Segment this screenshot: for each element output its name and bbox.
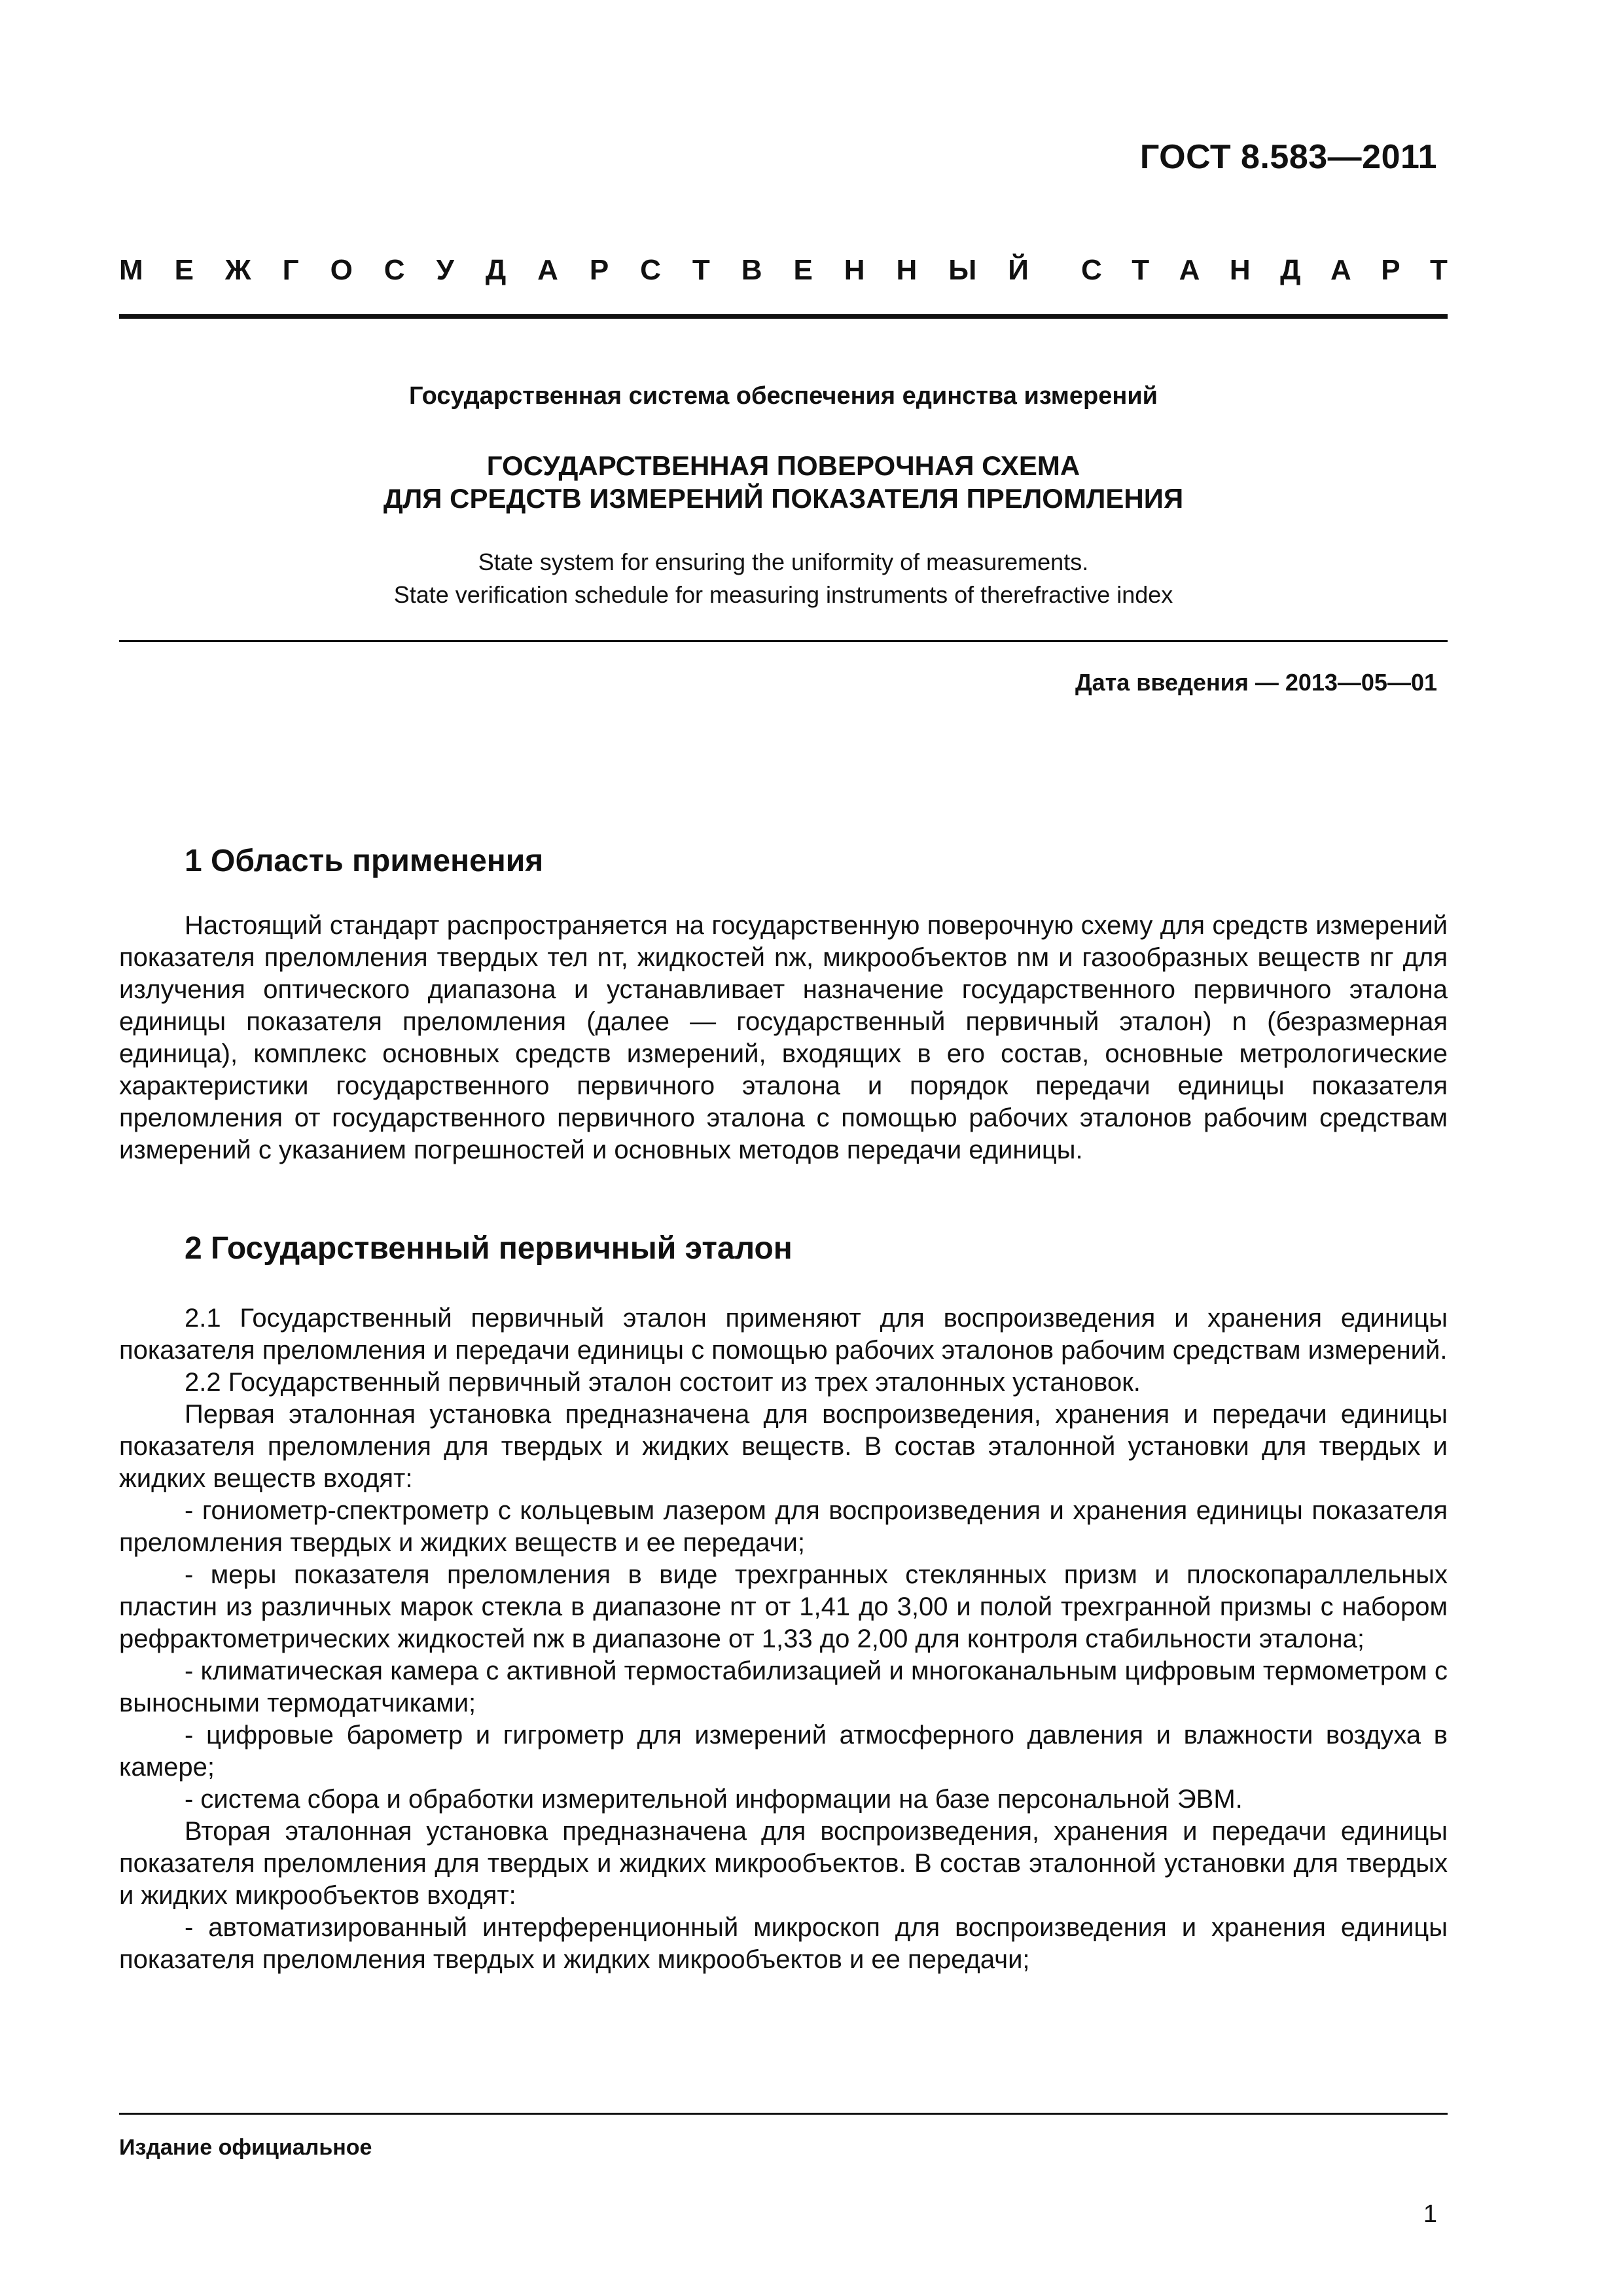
- standard-type-letter: Т: [1132, 254, 1150, 286]
- header-rule: [119, 314, 1448, 319]
- standard-type-letter: С: [383, 254, 405, 286]
- series-title: Государственная система обеспечения единства измерений: [408, 382, 1158, 410]
- standard-type-left: [119, 254, 1029, 287]
- introduction-date: Дата введения — 2013—05—01: [1075, 669, 1437, 696]
- standard-type-letter: Ы: [948, 254, 977, 286]
- section-1-text: Настоящий стандарт распространяется на государственную поверочную схему для средств измерений показателя преломления твердых тел nт, жидкостей nж, микрообъектов nм и газообразных веществ nг для излучения оптического диапазона и устанавливает назначение государственного первичного эталона единицы показателя преломления (далее — государственный первичный эталон) n (безразмерная единица), комплекс основных средств измерений, входящих в его состав, основные метрологические характеристики государственного первичного эталона и порядок передачи единицы показателя преломления от государственного первичного эталона с помощью рабочих эталонов рабочим средствам измерений с указанием погрешностей и основных методов передачи единицы.: [119, 911, 1448, 1164]
- english-title-line-2: State verification schedule for measuring instruments of therefractive index: [393, 581, 1173, 608]
- standard-type-letter: О: [330, 254, 353, 286]
- standard-type-letter: Т: [1430, 254, 1448, 286]
- list-item: - цифровые барометр и гигрометр для измерений атмосферного давления и влажности воздуха в камере;: [119, 1721, 1448, 1782]
- standard-type-letter: Ж: [224, 254, 251, 286]
- standard-type-letter: Й: [1008, 254, 1029, 286]
- list-item: - автоматизированный интерференционный микроскоп для воспроизведения и хранения единицы показателя преломления твердых и жидких микрообъектов и ее передачи;: [119, 1913, 1448, 1974]
- standard-type-letter: В: [741, 254, 762, 286]
- standard-type-letter: Н: [1229, 254, 1251, 286]
- list-item: - система сбора и обработки измерительной информации на базе персональной ЭВМ.: [185, 1785, 1243, 1814]
- official-edition-label: Издание официальное: [119, 2135, 372, 2160]
- standard-type-letter: Н: [896, 254, 918, 286]
- document-number: ГОСТ 8.583—2011: [1139, 138, 1437, 176]
- standard-type-letter: Д: [485, 254, 507, 286]
- standard-type-letter: С: [640, 254, 661, 286]
- standard-type-letter: М: [119, 254, 143, 286]
- title-rule: [119, 640, 1448, 642]
- standard-type-letter: С: [1081, 254, 1102, 286]
- standard-type: [119, 254, 1448, 287]
- standard-type-letter: А: [1179, 254, 1200, 286]
- document-title-line-1: ГОСУДАРСТВЕННАЯ ПОВЕРОЧНАЯ СХЕМА: [486, 450, 1080, 481]
- standard-type-letter: А: [1330, 254, 1351, 286]
- section-1-heading: 1 Область применения: [185, 844, 544, 878]
- paragraph-first-installation: Первая эталонная установка предназначена для воспроизведения, хранения и передачи единицы показателя преломления для твердых и жидких веществ. В состав эталонной установки для твердых и жидких веществ входят:: [119, 1400, 1448, 1493]
- english-title-line-1: State system for ensuring the uniformity of measurements.: [478, 548, 1089, 575]
- standard-type-letter: Г: [282, 254, 299, 286]
- standard-type-letter: Т: [692, 254, 710, 286]
- footer-rule: [119, 2113, 1448, 2115]
- paragraph-2-1: 2.1 Государственный первичный эталон применяют для воспроизведения и хранения единицы показателя преломления и передачи единицы с помощью рабочих эталонов рабочим средствам измерений.: [119, 1304, 1448, 1365]
- section-2-heading: 2 Государственный первичный эталон: [185, 1231, 793, 1266]
- list-item: - гониометр-спектрометр с кольцевым лазером для воспроизведения и хранения единицы показателя преломления твердых и жидких веществ и ее передачи;: [119, 1496, 1448, 1557]
- standard-type-letter: У: [436, 254, 454, 286]
- standard-type-letter: Е: [174, 254, 194, 286]
- standard-type-letter: Р: [1381, 254, 1400, 286]
- standard-type-letter: Н: [844, 254, 865, 286]
- document-title-line-2: ДЛЯ СРЕДСТВ ИЗМЕРЕНИЙ ПОКАЗАТЕЛЯ ПРЕЛОМЛЕНИЯ: [383, 483, 1184, 514]
- standard-type-letter: Р: [589, 254, 609, 286]
- standard-type-letter: А: [537, 254, 558, 286]
- list-item: - климатическая камера с активной термостабилизацией и многоканальным цифровым термометром с выносными термодатчиками;: [119, 1657, 1448, 1717]
- standard-type-letter: Д: [1280, 254, 1301, 286]
- paragraph-second-installation: Вторая эталонная установка предназначена для воспроизведения, хранения и передачи единицы показателя преломления для твердых и жидких микрообъектов. В состав эталонной установки для твердых и жидких микрообъектов входят:: [119, 1817, 1448, 1910]
- list-item: - меры показателя преломления в виде трехгранных стеклянных призм и плоскопараллельных пластин из различных марок стекла в диапазоне nт от 1,41 до 3,00 и полой трехгранной призмы с набором рефрактометрических жидкостей nж в диапазоне от 1,33 до 2,00 для контроля стабильности эталона;: [119, 1560, 1448, 1653]
- page-number: 1: [1423, 2200, 1437, 2228]
- paragraph-2-2: 2.2 Государственный первичный эталон состоит из трех эталонных установок.: [185, 1368, 1141, 1397]
- standard-type-right: [1081, 254, 1448, 287]
- standard-type-letter: Е: [793, 254, 813, 286]
